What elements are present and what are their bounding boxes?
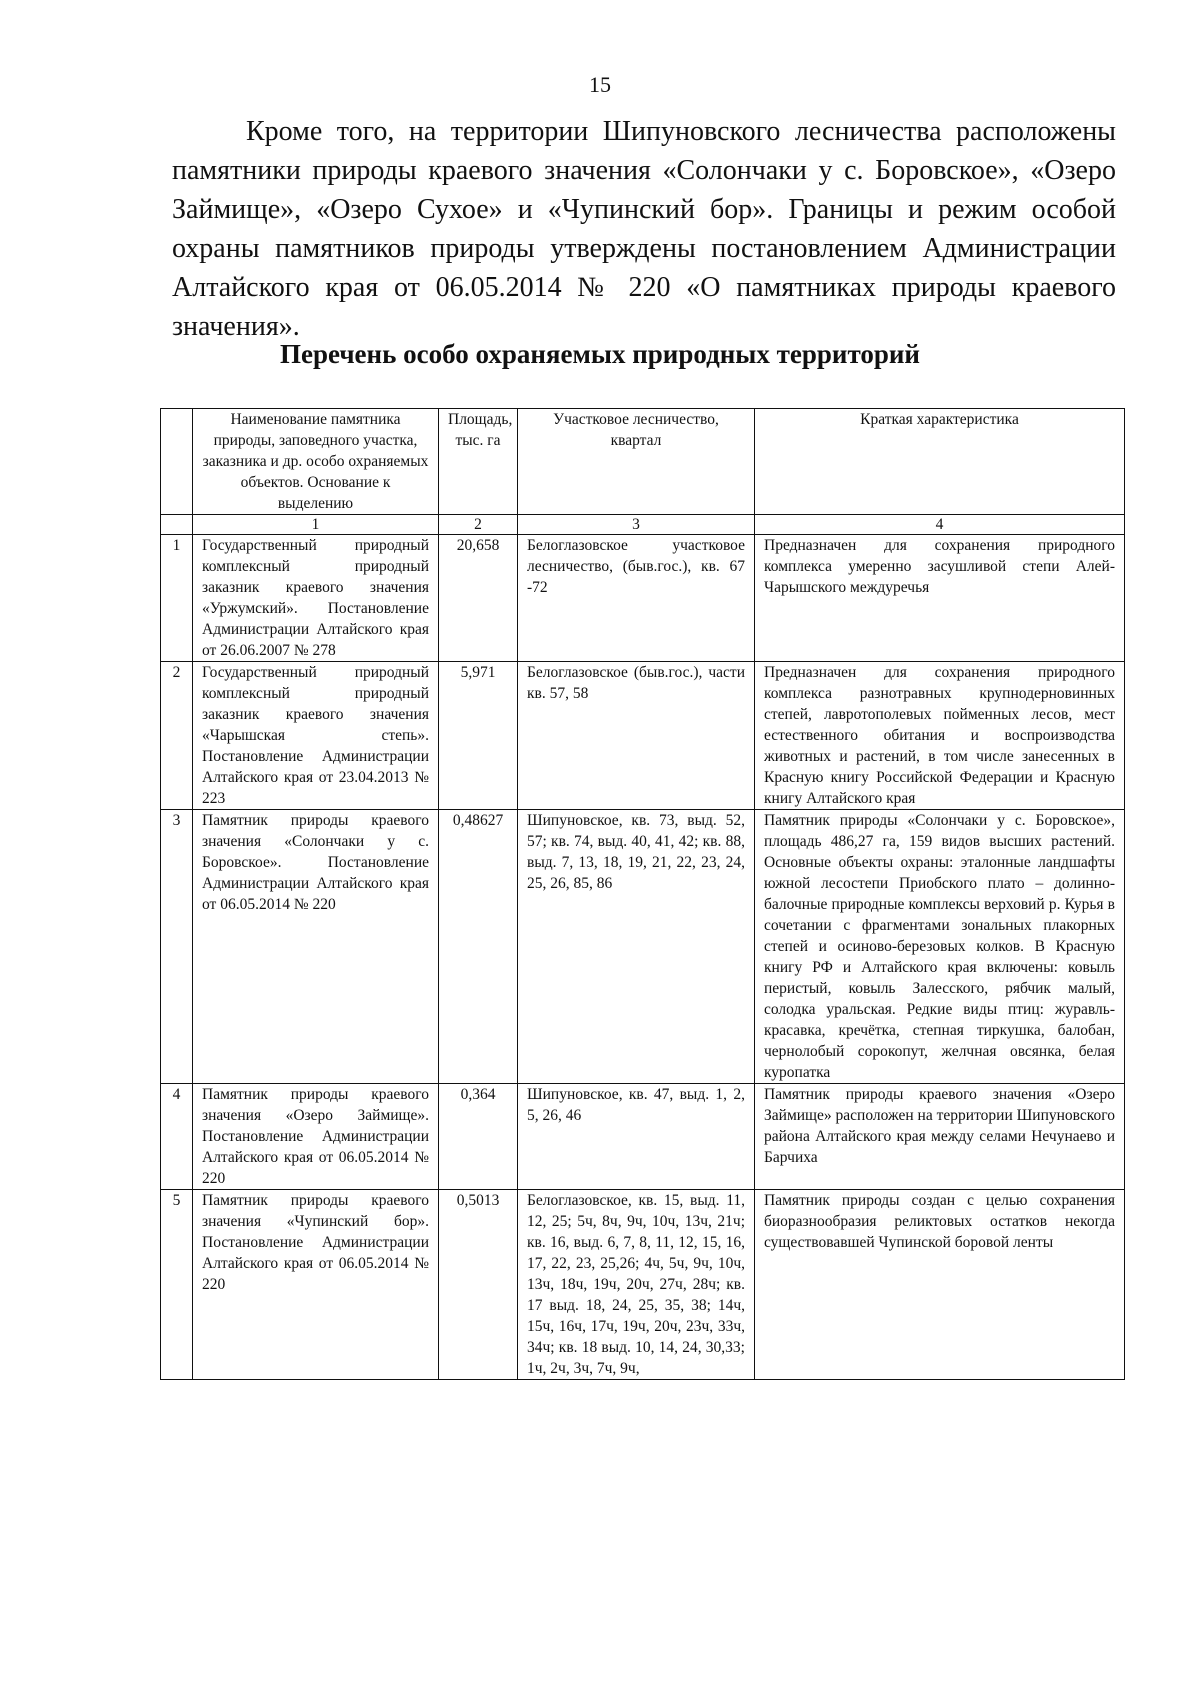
row-number: 1 bbox=[161, 535, 193, 662]
description: Памятник природы создан с целью сохранения биоразнообразия реликтовых остатков некогда существовавшей Чупинской боровой ленты bbox=[755, 1190, 1125, 1380]
column-number: 1 bbox=[193, 515, 439, 535]
column-number: 3 bbox=[518, 515, 755, 535]
table-title: Перечень особо охраняемых природных территорий bbox=[280, 339, 920, 369]
location: Белоглазовское участковое лесничество, (быв.гос.), кв. 67 -72 bbox=[518, 535, 755, 662]
header-num bbox=[161, 409, 193, 515]
column-number: 4 bbox=[755, 515, 1125, 535]
area-value: 0,5013 bbox=[439, 1190, 518, 1380]
table-row bbox=[161, 1084, 1125, 1190]
row-number: 3 bbox=[161, 810, 193, 1084]
header-area: Площадь, тыс. га bbox=[439, 409, 518, 515]
column-number: 2 bbox=[439, 515, 518, 535]
location: Белоглазовское, кв. 15, выд. 11, 12, 25; 5ч, 8ч, 9ч, 10ч, 13ч, 21ч; кв. 16, выд. 6, 7, 8, 11, 12, 15, 16, 17, 22, 23, 25,26; 4ч, 5ч, 9ч, 10ч, 13ч, 18ч, 19ч, 20ч, 27ч, 28ч; кв. 17 выд. 18, 24, 25, 35, 38; 14ч, 15ч, 16ч, 17ч, 19ч, 20ч, 23ч, 33ч, 34ч; кв. 18 выд. 10, 14, 24, 30,33; 1ч, 2ч, 3ч, 7ч, 9ч, bbox=[518, 1190, 755, 1380]
location: Шипуновское, кв. 47, выд. 1, 2, 5, 26, 46 bbox=[518, 1084, 755, 1190]
row-number: 5 bbox=[161, 1190, 193, 1380]
table-row bbox=[161, 1190, 1125, 1380]
object-name: Государственный природный комплексный природный заказник краевого значения «Чарышская степь». Постановление Администрации Алтайского края от 23.04.2013 № 223 bbox=[193, 662, 439, 810]
description: Предназначен для сохранения природного комплекса разнотравных крупнодерновинных степей, лавротополевых пойменных лесов, мест естественного обитания и воспроизводства животных и растений, в том числе занесенных в Красную книгу Российской Федерации и Красную книгу Алтайского края bbox=[755, 662, 1125, 810]
description: Предназначен для сохранения природного комплекса умеренно засушливой степи Алей-Чарышского междуречья bbox=[755, 535, 1125, 662]
protected-areas-table bbox=[160, 408, 1125, 1380]
column-number-row bbox=[161, 515, 1125, 535]
header-description: Краткая характеристика bbox=[755, 409, 1125, 515]
object-name: Памятник природы краевого значения «Чупинский бор». Постановление Администрации Алтайского края от 06.05.2014 № 220 bbox=[193, 1190, 439, 1380]
table-row bbox=[161, 535, 1125, 662]
page-number: 15 bbox=[589, 72, 611, 97]
location: Белоглазовское (быв.гос.), части кв. 57, 58 bbox=[518, 662, 755, 810]
area-value: 5,971 bbox=[439, 662, 518, 810]
description: Памятник природы краевого значения «Озеро Займище» расположен на территории Шипуновского района Алтайского края между селами Нечунаево и Барчиха bbox=[755, 1084, 1125, 1190]
area-value: 0,48627 bbox=[439, 810, 518, 1084]
object-name: Государственный природный комплексный природный заказник краевого значения «Уржумский». Постановление Администрации Алтайского края от 26.06.2007 № 278 bbox=[193, 535, 439, 662]
location: Шипуновское, кв. 73, выд. 52, 57; кв. 74, выд. 40, 41, 42; кв. 88, выд. 7, 13, 18, 19, 21, 22, 23, 24, 25, 26, 85, 86 bbox=[518, 810, 755, 1084]
object-name: Памятник природы краевого значения «Солончаки у с. Боровское». Постановление Администрации Алтайского края от 06.05.2014 № 220 bbox=[193, 810, 439, 1084]
row-number: 4 bbox=[161, 1084, 193, 1190]
area-value: 20,658 bbox=[439, 535, 518, 662]
object-name: Памятник природы краевого значения «Озеро Займище». Постановление Администрации Алтайского края от 06.05.2014 № 220 bbox=[193, 1084, 439, 1190]
intro-paragraph: Кроме того, на территории Шипуновского лесничества расположены памятники природы краевого значения «Солончаки у с. Боровское», «Озеро Займище», «Озеро Сухое» и «Чупинский бор». Границы и режим особой охраны памятников природы утверждены постановлением Администрации Алтайского края от 06.05.2014 № 220 «О памятниках природы краевого значения». bbox=[172, 116, 1116, 342]
row-number: 2 bbox=[161, 662, 193, 810]
area-value: 0,364 bbox=[439, 1084, 518, 1190]
table-row bbox=[161, 810, 1125, 1084]
column-number bbox=[161, 515, 193, 535]
table-row bbox=[161, 662, 1125, 810]
table-header-row bbox=[161, 409, 1125, 515]
description: Памятник природы «Солончаки у с. Боровское», площадь 486,27 га, 159 видов высших растений. Основные объекты охраны: эталонные ландшафты южной лесостепи Приобского плато – долинно-балочные природные комплексы верховий р. Курья в сочетании с фрагментами зональных плакорных степей и осиново-березовых колков. В Красную книгу РФ и Алтайского края включены: ковыль перистый, ковыль Залесского, рябчик малый, солодка уральская. Редкие виды птиц: журавль-красавка, кречётка, степная тиркушка, балобан, чернолобый сорокопут, желчная овсянка, белая куропатка bbox=[755, 810, 1125, 1084]
header-name: Наименование памятника природы, заповедного участка, заказника и др. особо охраняемых объектов. Основание к выделению bbox=[193, 409, 439, 515]
header-location: Участковое лесничество, квартал bbox=[518, 409, 755, 515]
